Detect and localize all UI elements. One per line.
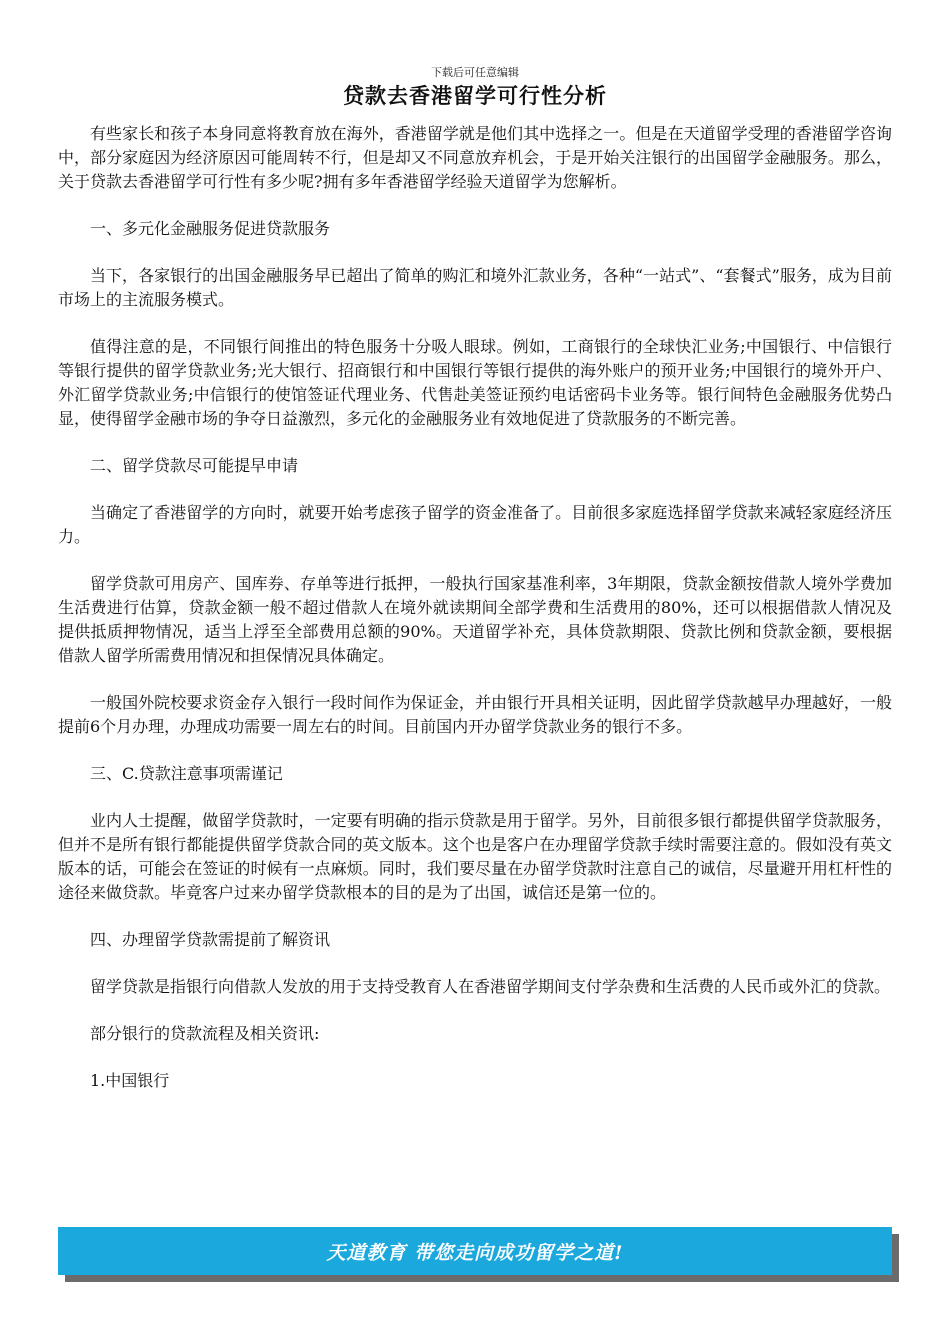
- intro-paragraph: 有些家长和孩子本身同意将教育放在海外，香港留学就是他们其中选择之一。但是在天道留学受理的香港留学咨询中，部分家庭因为经济原因可能周转不行，但是却又不同意放弃机会，于是开始关注银行的出国留学金融服务。那么，关于贷款去香港留学可行性有多少呢?拥有多年香港留学经验天道留学为您解析。: [58, 124, 892, 191]
- paragraph: 当下，各家银行的出国金融服务早已超出了简单的购汇和境外汇款业务，各种“一站式”、“套餐式”服务，成为目前市场上的主流服务模式。: [58, 266, 892, 309]
- paragraph: 业内人士提醒，做留学贷款时，一定要有明确的指示贷款是用于留学。另外，目前很多银行都提供留学贷款服务，但并不是所有银行都能提供留学贷款合同的英文版本。这个也是客户在办理留学贷款手续时需要注意的。假如没有英文版本的话，可能会在签证的时候有一点麻烦。同时，我们要尽量在办留学贷款时注意自己的诚信，尽量避开用杠杆性的途径来做贷款。毕竟客户过来办留学贷款根本的目的是为了出国，诚信还是第一位的。: [58, 811, 892, 902]
- subheading-bank-process: 部分银行的贷款流程及相关资讯:: [90, 1024, 320, 1043]
- footer-banner-box: [58, 1227, 892, 1275]
- paragraph: 留学贷款可用房产、国库券、存单等进行抵押，一般执行国家基准利率，3年期限，贷款金额按借款人境外学费加生活费进行估算，贷款金额一般不超过借款人在境外就读期间全部学费和生活费用的80%，还可以根据借款人情况及提供抵质押物情况，适当上浮至全部费用总额的90%。天道留学补充，具体贷款期限、贷款比例和贷款金额，要根据借款人留学所需费用情况和担保情况具体确定。: [58, 574, 892, 665]
- footer-slogan: 天道教育 带您走向成功留学之道!: [326, 1241, 624, 1264]
- section-heading-2: 二、留学贷款尽可能提早申请: [90, 456, 299, 475]
- section-heading-1: 一、多元化金融服务促进贷款服务: [90, 219, 331, 238]
- paragraph: 当确定了香港留学的方向时，就要开始考虑孩子留学的资金准备了。目前很多家庭选择留学贷款来减轻家庭经济压力。: [58, 503, 892, 546]
- section-heading-3: 三、C.贷款注意事项需谨记: [90, 764, 283, 783]
- paragraph: 值得注意的是，不同银行间推出的特色服务十分吸人眼球。例如，工商银行的全球快汇业务;中国银行、中信银行等银行提供的留学贷款业务;光大银行、招商银行和中国银行等银行提供的海外账户的预开业务;中国银行的境外开户、外汇留学贷款业务;中信银行的使馆签证代理业务、代售赴美签证预约电话密码卡业务等。银行间特色金融服务优势凸显，使得留学金融市场的争夺日益激烈，多元化的金融服务业有效地促进了贷款服务的不断完善。: [58, 337, 892, 428]
- list-item-bank: 1.中国银行: [90, 1071, 170, 1090]
- header-note: 下载后可任意编辑: [431, 66, 519, 79]
- paragraph: 留学贷款是指银行向借款人发放的用于支持受教育人在香港留学期间支付学杂费和生活费的人民币或外汇的贷款。: [90, 977, 891, 996]
- document-page: [58, 66, 892, 1116]
- page-title: 贷款去香港留学可行性分析: [343, 84, 607, 108]
- section-heading-4: 四、办理留学贷款需提前了解资讯: [90, 930, 331, 949]
- footer-banner: [58, 1227, 892, 1275]
- paragraph: 一般国外院校要求资金存入银行一段时间作为保证金，并由银行开具相关证明，因此留学贷款越早办理越好，一般提前6个月办理，办理成功需要一周左右的时间。目前国内开办留学贷款业务的银行不多。: [58, 693, 892, 736]
